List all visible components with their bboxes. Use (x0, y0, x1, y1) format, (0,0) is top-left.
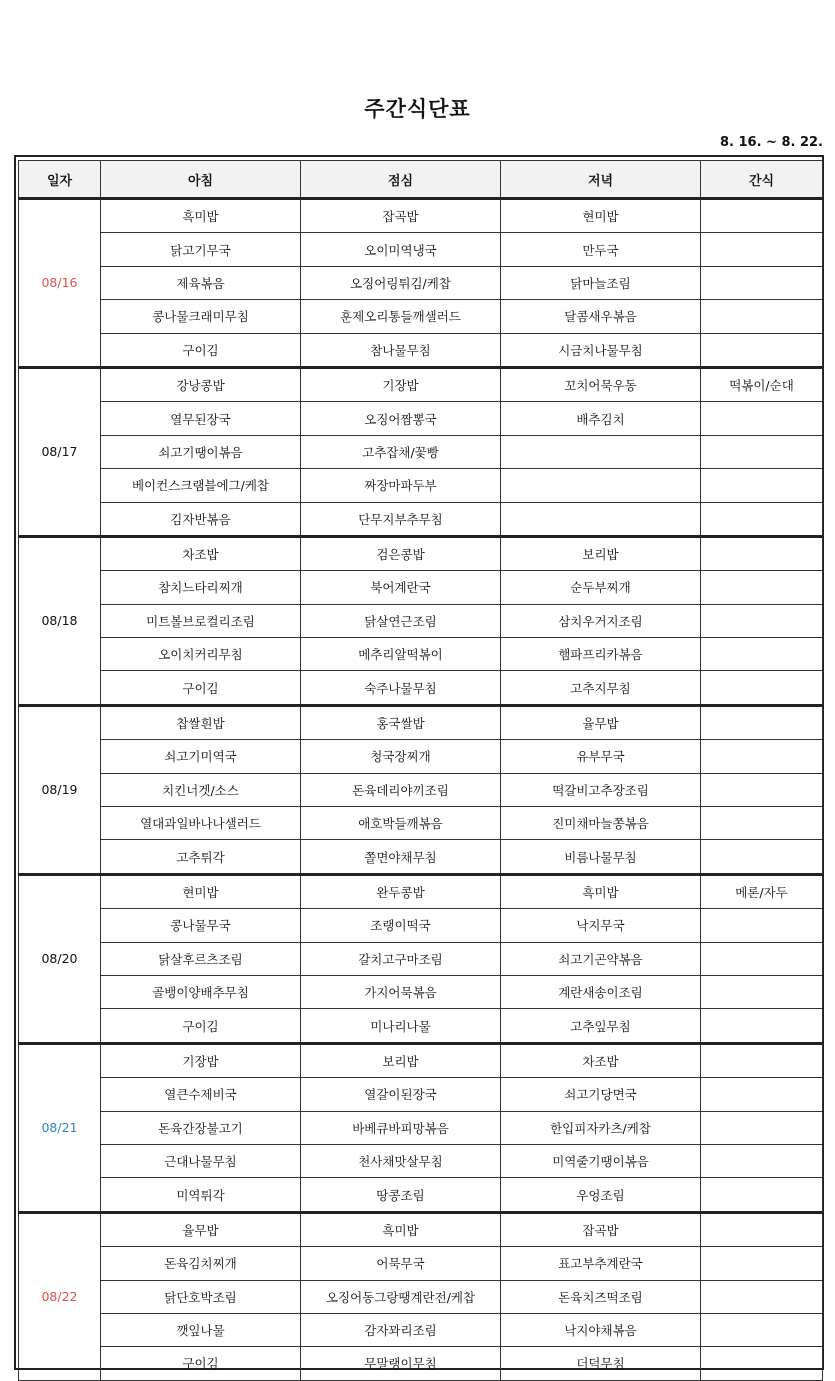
table-row (19, 1178, 823, 1212)
breakfast-item: 콩나물무국 (101, 909, 301, 942)
lunch-item: 감자꽈리조림 (301, 1313, 501, 1346)
meal-plan-table (18, 160, 823, 1381)
snack-item (701, 840, 823, 874)
table-row (19, 740, 823, 773)
breakfast-item: 구이김 (101, 1009, 301, 1043)
snack-item (701, 1313, 823, 1346)
snack-item (701, 502, 823, 536)
snack-item (701, 1043, 823, 1077)
dinner-item: 쇠고기당면국 (501, 1078, 701, 1111)
dinner-item (501, 435, 701, 468)
lunch-item: 애호박들깨볶음 (301, 807, 501, 840)
table-row (19, 773, 823, 806)
lunch-item: 고추잡채/꽃빵 (301, 435, 501, 468)
dinner-item: 더덕무침 (501, 1347, 701, 1380)
snack-item: 떡볶이/순대 (701, 367, 823, 401)
lunch-item: 숙주나물무침 (301, 671, 501, 705)
dinner-item: 진미채마늘쫑볶음 (501, 807, 701, 840)
dinner-item: 우엉조림 (501, 1178, 701, 1212)
breakfast-item: 치킨너겟/소스 (101, 773, 301, 806)
lunch-item: 무말랭이무침 (301, 1347, 501, 1380)
snack-item (701, 1247, 823, 1280)
breakfast-item: 열무된장국 (101, 402, 301, 435)
lunch-item: 열갈이된장국 (301, 1078, 501, 1111)
table-row (19, 367, 823, 401)
table-row (19, 266, 823, 299)
table-row (19, 1347, 823, 1380)
snack-item (701, 604, 823, 637)
dinner-item: 삼치우거지조림 (501, 604, 701, 637)
breakfast-item: 닭살후르츠조림 (101, 942, 301, 975)
table-row (19, 536, 823, 570)
header-row (19, 161, 823, 199)
snack-item (701, 1280, 823, 1313)
lunch-item: 갈치고구마조림 (301, 942, 501, 975)
snack-item (701, 333, 823, 367)
date-range: 8. 16. ~ 8. 22. (719, 135, 823, 150)
table-row (19, 1212, 823, 1246)
lunch-item: 단무지부추무침 (301, 502, 501, 536)
breakfast-item: 닭고기무국 (101, 233, 301, 266)
snack-item (701, 536, 823, 570)
snack-item (701, 266, 823, 299)
snack-item (701, 1178, 823, 1212)
snack-item (701, 1111, 823, 1144)
snack-item (701, 773, 823, 806)
header-snack: 간식 (701, 161, 823, 199)
lunch-item: 가지어묵볶음 (301, 975, 501, 1008)
table-row (19, 199, 823, 233)
table-row (19, 402, 823, 435)
breakfast-item: 흑미밥 (101, 199, 301, 233)
lunch-item: 기장밥 (301, 367, 501, 401)
dinner-item (501, 469, 701, 502)
dinner-item: 차조밥 (501, 1043, 701, 1077)
lunch-item: 완두콩밥 (301, 874, 501, 908)
header-date: 일자 (19, 161, 101, 199)
breakfast-item: 김자반볶음 (101, 502, 301, 536)
snack-item (701, 1009, 823, 1043)
table-row (19, 807, 823, 840)
header-dinner: 저녁 (501, 161, 701, 199)
breakfast-item: 깻잎나물 (101, 1313, 301, 1346)
dinner-item: 만두국 (501, 233, 701, 266)
table-row (19, 571, 823, 604)
dinner-item: 보리밥 (501, 536, 701, 570)
snack-item (701, 975, 823, 1008)
lunch-item: 땅콩조림 (301, 1178, 501, 1212)
dinner-item (501, 502, 701, 536)
lunch-item: 미나리나물 (301, 1009, 501, 1043)
lunch-item: 보리밥 (301, 1043, 501, 1077)
breakfast-item: 닭단호박조림 (101, 1280, 301, 1313)
table-row (19, 671, 823, 705)
dinner-item: 꼬치어묵우동 (501, 367, 701, 401)
lunch-item: 훈제오리통들깨샐러드 (301, 300, 501, 333)
snack-item (701, 942, 823, 975)
table-row (19, 300, 823, 333)
lunch-item: 닭살연근조림 (301, 604, 501, 637)
dinner-item: 표고부추계란국 (501, 1247, 701, 1280)
dinner-item: 비름나물무침 (501, 840, 701, 874)
lunch-item: 청국장찌개 (301, 740, 501, 773)
lunch-item: 참나물무침 (301, 333, 501, 367)
lunch-item: 천사채맛살무침 (301, 1144, 501, 1177)
table-row (19, 942, 823, 975)
dinner-item: 계란새송이조림 (501, 975, 701, 1008)
table-row (19, 1144, 823, 1177)
table-row (19, 1043, 823, 1077)
dinner-item: 햄파프리카볶음 (501, 638, 701, 671)
snack-item (701, 740, 823, 773)
breakfast-item: 고추튀각 (101, 840, 301, 874)
table-row (19, 874, 823, 908)
lunch-item: 오징어링튀김/케찹 (301, 266, 501, 299)
breakfast-item: 현미밥 (101, 874, 301, 908)
snack-item (701, 300, 823, 333)
dinner-item: 낙지무국 (501, 909, 701, 942)
breakfast-item: 베이컨스크램블에그/케찹 (101, 469, 301, 502)
dinner-item: 고추잎무침 (501, 1009, 701, 1043)
lunch-item: 쫄면야채무침 (301, 840, 501, 874)
snack-item (701, 671, 823, 705)
lunch-item: 잡곡밥 (301, 199, 501, 233)
table-row (19, 705, 823, 739)
breakfast-item: 참치느타리찌개 (101, 571, 301, 604)
dinner-item: 순두부찌개 (501, 571, 701, 604)
lunch-item: 북어계란국 (301, 571, 501, 604)
breakfast-item: 미역튀각 (101, 1178, 301, 1212)
table-row (19, 1280, 823, 1313)
lunch-item: 바베큐바피망볶음 (301, 1111, 501, 1144)
breakfast-item: 구이김 (101, 1347, 301, 1380)
dinner-item: 쇠고기곤약볶음 (501, 942, 701, 975)
header-lunch: 점심 (301, 161, 501, 199)
snack-item (701, 571, 823, 604)
lunch-item: 메추리알떡볶이 (301, 638, 501, 671)
table-row (19, 333, 823, 367)
lunch-item: 어묵무국 (301, 1247, 501, 1280)
table-row (19, 435, 823, 468)
day-date: 08/17 (19, 367, 101, 536)
table-row (19, 502, 823, 536)
dinner-item: 돈육치즈떡조림 (501, 1280, 701, 1313)
dinner-item: 유부무국 (501, 740, 701, 773)
dinner-item: 율무밥 (501, 705, 701, 739)
table-row (19, 1078, 823, 1111)
breakfast-item: 쇠고기미역국 (101, 740, 301, 773)
snack-item (701, 402, 823, 435)
table-row (19, 1111, 823, 1144)
snack-item (701, 638, 823, 671)
snack-item (701, 1212, 823, 1246)
header-breakfast: 아침 (101, 161, 301, 199)
table-row (19, 233, 823, 266)
breakfast-item: 미트볼브로컬리조림 (101, 604, 301, 637)
lunch-item: 오이미역냉국 (301, 233, 501, 266)
breakfast-item: 율무밥 (101, 1212, 301, 1246)
day-date: 08/22 (19, 1212, 101, 1380)
dinner-item: 달콤새우볶음 (501, 300, 701, 333)
dinner-item: 떡갈비고추장조림 (501, 773, 701, 806)
dinner-item: 시금치나물무침 (501, 333, 701, 367)
lunch-item: 오징어짬뽕국 (301, 402, 501, 435)
day-date: 08/19 (19, 705, 101, 874)
lunch-item: 홍국쌀밥 (301, 705, 501, 739)
dinner-item: 미역줄기땡이볶음 (501, 1144, 701, 1177)
breakfast-item: 근대나물무침 (101, 1144, 301, 1177)
table-row (19, 1313, 823, 1346)
breakfast-item: 골뱅이양배추무침 (101, 975, 301, 1008)
table-row (19, 469, 823, 502)
dinner-item: 흑미밥 (501, 874, 701, 908)
lunch-item: 조랭이떡국 (301, 909, 501, 942)
table-row (19, 1009, 823, 1043)
day-date: 08/20 (19, 874, 101, 1043)
dinner-item: 한입피자카츠/케찹 (501, 1111, 701, 1144)
table-row (19, 604, 823, 637)
meal-plan-body (19, 199, 823, 1381)
day-date: 08/16 (19, 199, 101, 368)
breakfast-item: 오이치커리무침 (101, 638, 301, 671)
dinner-item: 고추지무침 (501, 671, 701, 705)
breakfast-item: 콩나물크래미무침 (101, 300, 301, 333)
lunch-item: 오징어동그랑땡계란전/케찹 (301, 1280, 501, 1313)
table-row (19, 638, 823, 671)
breakfast-item: 강낭콩밥 (101, 367, 301, 401)
breakfast-item: 열대과일바나나샐러드 (101, 807, 301, 840)
breakfast-item: 구이김 (101, 671, 301, 705)
breakfast-item: 열큰수제비국 (101, 1078, 301, 1111)
dinner-item: 현미밥 (501, 199, 701, 233)
breakfast-item: 쇠고기땡이볶음 (101, 435, 301, 468)
snack-item: 메론/자두 (701, 874, 823, 908)
dinner-item: 잡곡밥 (501, 1212, 701, 1246)
day-date: 08/21 (19, 1043, 101, 1212)
snack-item (701, 807, 823, 840)
table-row (19, 840, 823, 874)
snack-item (701, 199, 823, 233)
breakfast-item: 기장밥 (101, 1043, 301, 1077)
breakfast-item: 제육볶음 (101, 266, 301, 299)
snack-item (701, 1347, 823, 1380)
dinner-item: 낙지야채볶음 (501, 1313, 701, 1346)
table-row (19, 1247, 823, 1280)
breakfast-item: 돈육간장불고기 (101, 1111, 301, 1144)
table-row (19, 909, 823, 942)
table-row (19, 975, 823, 1008)
breakfast-item: 차조밥 (101, 536, 301, 570)
snack-item (701, 1078, 823, 1111)
snack-item (701, 705, 823, 739)
snack-item (701, 233, 823, 266)
page-title: 주간식단표 (364, 97, 471, 121)
lunch-item: 흑미밥 (301, 1212, 501, 1246)
dinner-item: 배추김치 (501, 402, 701, 435)
dinner-item: 닭마늘조림 (501, 266, 701, 299)
snack-item (701, 469, 823, 502)
snack-item (701, 909, 823, 942)
lunch-item: 돈육데리야끼조림 (301, 773, 501, 806)
lunch-item: 짜장마파두부 (301, 469, 501, 502)
breakfast-item: 찹쌀흰밥 (101, 705, 301, 739)
day-date: 08/18 (19, 536, 101, 705)
breakfast-item: 돈육김치찌개 (101, 1247, 301, 1280)
snack-item (701, 435, 823, 468)
snack-item (701, 1144, 823, 1177)
lunch-item: 검은콩밥 (301, 536, 501, 570)
breakfast-item: 구이김 (101, 333, 301, 367)
